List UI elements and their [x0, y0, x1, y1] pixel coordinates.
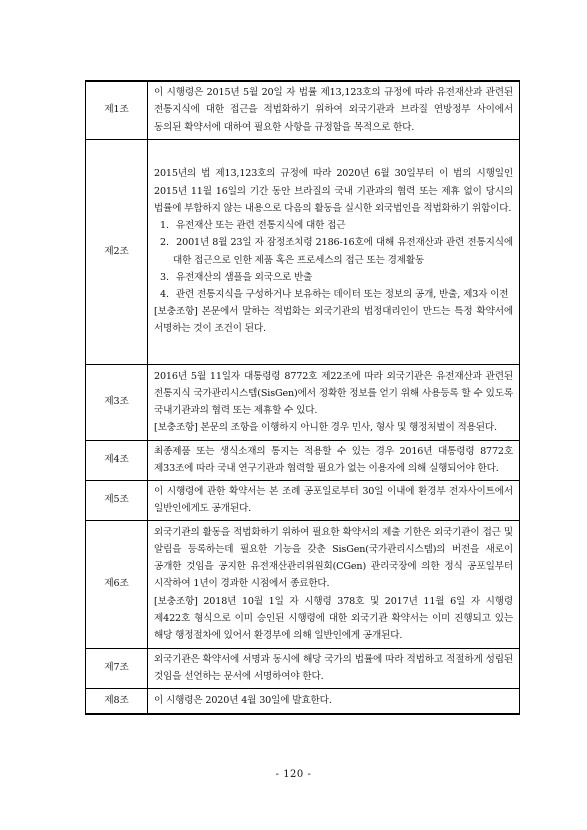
article-label: 제2조	[86, 140, 148, 365]
item-number: 3.	[160, 271, 169, 283]
list-item	[160, 269, 513, 286]
item-text: 유전재산 또는 관련 전통지식에 대한 접근	[175, 220, 346, 232]
article-label: 제1조	[86, 81, 148, 140]
article-row-3	[86, 365, 520, 441]
article-paragraph: 외국기관의 활동을 적법화하기 위하여 필요한 확약서의 제출 기한은 외국기관이 접근 및 알림을 등록하는데 필요한 기능을 갖춘 SisGen(국가관리시스템)의 버전을 새로이 공개한 것임을 공지한 유전재산관리위원회(CGen) 관리국장에 의한 정식 공포일부터 시작하여 1년이 경과한 시점에서 종료한다.	[154, 526, 513, 590]
page-number: - 120 -	[275, 769, 312, 780]
article-text	[148, 521, 520, 649]
article-text	[148, 81, 520, 140]
article-text	[148, 649, 520, 689]
article-label: 제4조	[86, 441, 148, 481]
supplementary-note: [보충조항] 본문에서 말하는 적법화는 외국기관의 법정대리인이 만드는 특정 확약서에 서명하는 것이 조건이 된다.	[154, 306, 513, 335]
article-paragraph: 2016년 5월 11일자 대통령령 8772호 제22조에 따라 외국기관은 유전재산과 관련된 전통지식 국가관리시스템(SisGen)에서 정확한 정보를 얻기 위해 사용등록 할 수 있도록 국내기관과의 협력 또는 제휴할 수 있다.	[154, 370, 513, 416]
article-row-2	[86, 140, 520, 365]
supplementary-note: [보충조항] 본문의 조항을 이행하지 아니한 경우 민사, 형사 및 행정처벌이 적용된다.	[154, 422, 497, 434]
list-item	[160, 217, 513, 234]
article-text	[148, 441, 520, 481]
article-text	[148, 140, 520, 365]
article-row-7	[86, 649, 520, 689]
article-label: 제5조	[86, 481, 148, 521]
article-paragraph: 이 시행령에 관한 확약서는 본 조례 공포일로부터 30일 이내에 환경부 전자사이트에서 일반인에게도 공개된다.	[154, 485, 513, 514]
item-number: 2.	[160, 237, 169, 249]
article-label: 제7조	[86, 649, 148, 689]
article-row-1	[86, 81, 520, 140]
article-label: 제3조	[86, 365, 148, 441]
article-row-6	[86, 521, 520, 649]
article-text	[148, 689, 520, 715]
article-text	[148, 365, 520, 441]
article-paragraph: 이 시행령은 2020년 4월 30일에 발효한다.	[154, 694, 332, 706]
list-item	[160, 286, 513, 303]
item-text: 유전재산의 샘플을 외국으로 반출	[175, 271, 313, 283]
list-item	[160, 234, 513, 268]
article-row-8	[86, 689, 520, 715]
article-paragraph: 최종제품 또는 생식소재의 통지는 적용할 수 있는 경우 2016년 대통령령 8772호 제33조에 따라 국내 연구기관과 협력할 필요가 없는 이용자에 의해 실행되어야 한다.	[154, 445, 513, 474]
article-label: 제8조	[86, 689, 148, 715]
article-row-4	[86, 441, 520, 481]
article-item-list	[154, 217, 513, 303]
article-paragraph: 이 시행령은 2015년 5월 20일 자 법률 제13,123호의 규정에 따라 유전재산과 관련된 전통지식에 대한 접근을 적법화하기 위하여 외국기관과 브라질 연방정부 사이에서 동의된 확약서에 대하여 필요한 사항을 규정함을 목적으로 한다.	[154, 87, 513, 133]
article-paragraph: 외국기관은 확약서에 서명과 동시에 해당 국가의 법률에 따라 적법하고 적절하게 성립된 것임을 선언하는 문서에 서명하여야 한다.	[154, 653, 513, 682]
article-row-5	[86, 481, 520, 521]
item-number: 1.	[160, 220, 169, 232]
supplementary-note: [보충조항] 2018년 10월 1일 자 시행령 378호 및 2017년 11월 6일 자 시행령 제422호 형식으로 이미 승인된 시행령에 대한 외국기관 확약서는 이미 진행되고 있는 해당 행정절차에 있어서 환경부에 의해 일반인에게 공개된다.	[154, 595, 513, 641]
article-paragraph: 2015년의 법 제13,123호의 규정에 따라 2020년 6월 30일부터 이 법의 시행일인 2015년 11월 16일의 기간 동안 브라질의 국내 기관과의 협력 또는 제휴 없이 당시의 법률에 부합하지 않는 내용으로 다음의 활동을 실시한 외국법인을 적법화하기 위함이다.	[154, 168, 513, 214]
item-number: 4.	[160, 288, 169, 300]
article-text	[148, 481, 520, 521]
regulation-table	[85, 80, 520, 715]
item-text: 2001년 8월 23일 자 잠정조치령 2186-16호에 대해 유전재산과 관련 전통지식에 대한 접근으로 인한 제품 혹은 프로세스의 접근 또는 경제활동	[173, 237, 513, 266]
item-text: 관련 전통지식을 구성하거나 보유하는 데이터 또는 정보의 공개, 반출, 제3자 이전	[175, 288, 509, 300]
article-label: 제6조	[86, 521, 148, 649]
